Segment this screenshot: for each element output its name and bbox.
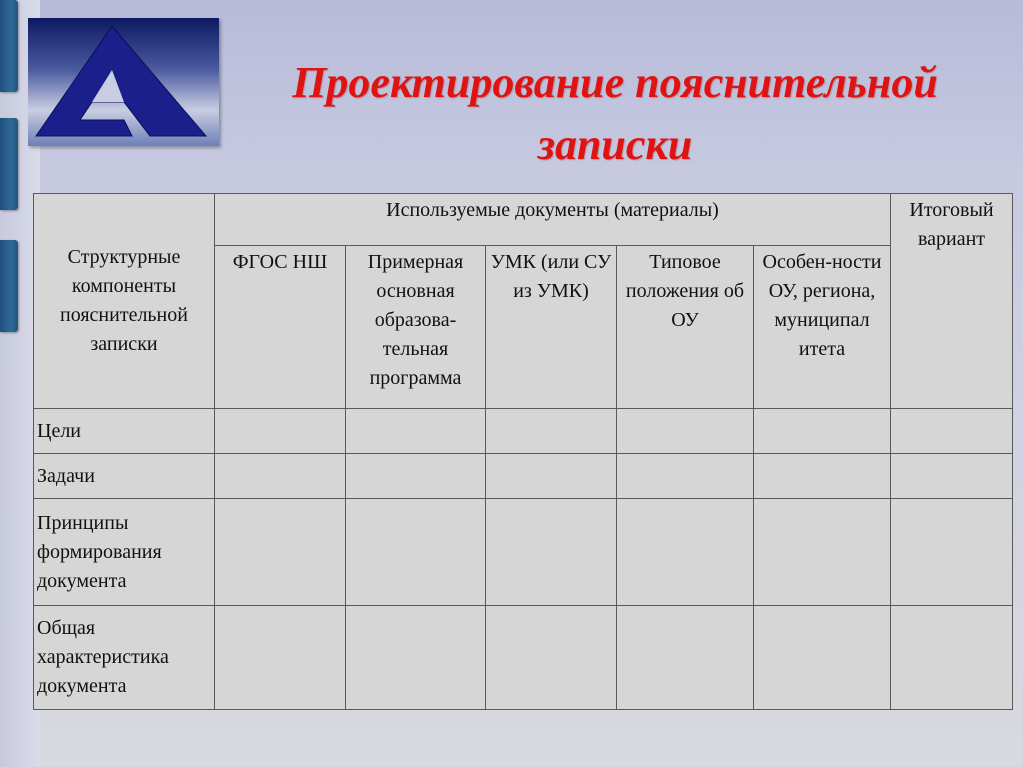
table-cell — [215, 454, 346, 499]
table-cell — [754, 606, 891, 710]
table-cell — [617, 409, 754, 454]
row-label: Общая характеристика документа — [34, 606, 215, 710]
table-row — [34, 454, 1013, 499]
side-tab — [0, 118, 18, 210]
row-label: Цели — [34, 409, 215, 454]
table-cell — [346, 606, 486, 710]
table-cell — [617, 606, 754, 710]
table-cell — [754, 409, 891, 454]
table-cell — [215, 409, 346, 454]
column-header: Особен-ности ОУ, региона, муниципал итета — [754, 246, 891, 409]
table-row — [34, 606, 1013, 710]
table-cell — [215, 606, 346, 710]
table-cell — [891, 409, 1013, 454]
table-cell — [754, 499, 891, 606]
column-header: ФГОС НШ — [215, 246, 346, 409]
row-header-cell: Структурные компоненты пояснительной записки — [34, 194, 215, 409]
letter-a-logo-icon — [28, 18, 219, 146]
page-title — [225, 52, 1005, 176]
planning-table — [33, 193, 1013, 710]
table-cell — [754, 454, 891, 499]
table-cell — [617, 454, 754, 499]
row-label: Задачи — [34, 454, 215, 499]
title-line-1: Проектирование пояснительной — [292, 58, 938, 107]
table-cell — [486, 409, 617, 454]
logo — [28, 18, 219, 146]
table-cell — [346, 499, 486, 606]
table-row — [34, 499, 1013, 606]
table-cell — [891, 454, 1013, 499]
table-cell — [891, 606, 1013, 710]
table-cell — [346, 409, 486, 454]
side-tab — [0, 0, 18, 92]
group-header-cell: Используемые документы (материалы) — [215, 194, 891, 246]
table-row — [34, 409, 1013, 454]
title-line-2: записки — [537, 120, 693, 169]
side-tab — [0, 240, 18, 332]
table-cell — [486, 454, 617, 499]
final-header-cell: Итоговый вариант — [891, 194, 1013, 409]
table-cell — [617, 499, 754, 606]
table-cell — [486, 606, 617, 710]
table-cell — [486, 499, 617, 606]
table-cell — [215, 499, 346, 606]
table-cell — [346, 454, 486, 499]
column-header: Типовое положения об ОУ — [617, 246, 754, 409]
column-header: Примерная основная образова-тельная программа — [346, 246, 486, 409]
row-label: Принципы формирования документа — [34, 499, 215, 606]
column-header: УМК (или СУ из УМК) — [486, 246, 617, 409]
table-cell — [891, 499, 1013, 606]
